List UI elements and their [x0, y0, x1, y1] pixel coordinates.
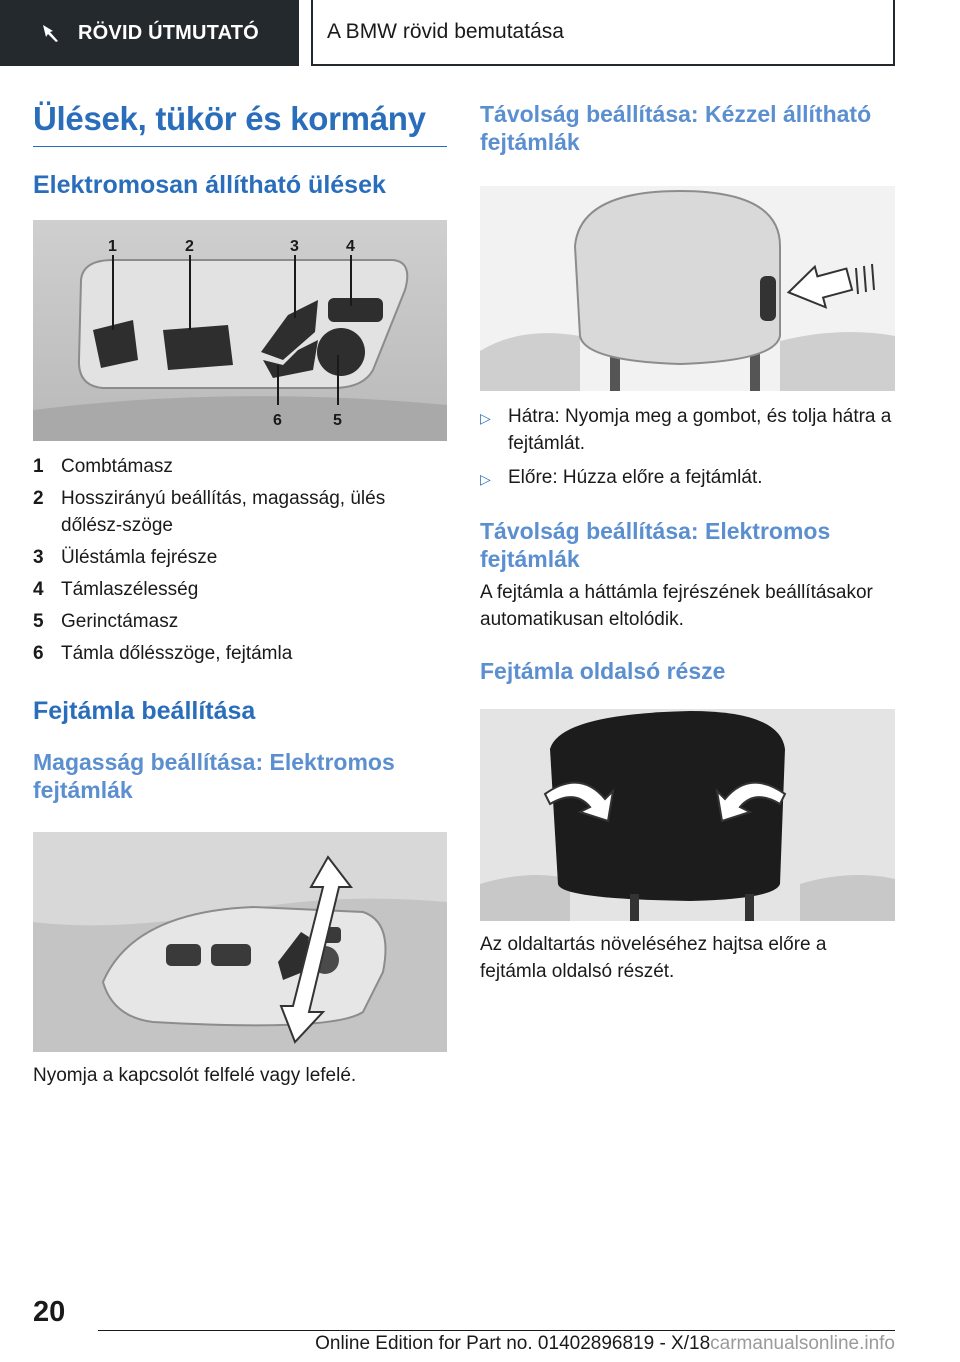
callout-5: 5	[333, 412, 342, 429]
right-column	[480, 100, 895, 985]
manual-headrest-steps	[480, 403, 895, 493]
headrest-switch-figure	[33, 832, 447, 1052]
list-item: ▷ Hátra: Nyomja meg a gombot, és tolja hátra a fejtámlát.	[480, 403, 895, 457]
manual-headrest-illustration	[480, 186, 895, 391]
page-number: 20	[33, 1296, 66, 1328]
triangle-bullet-icon: ▷	[480, 471, 491, 487]
list-item: 5 Gerinctámasz	[33, 611, 179, 632]
subheading-distance-manual: Távolság beállítása: Kézzel állítható fejtámlák	[480, 101, 872, 155]
list-item: 6 Támla dőlésszöge, fejtámla	[33, 643, 293, 664]
chapter-title: A BMW rövid bemutatása	[311, 0, 895, 66]
pin-icon	[40, 22, 62, 44]
headrest-switch-caption: Nyomja a kapcsolót felfelé vagy lefelé.	[33, 1065, 357, 1086]
section-heading-electric-seats: Elektromosan állítható ülések	[33, 171, 386, 199]
section-tab[interactable]	[0, 0, 299, 66]
section-heading-headrest: Fejtámla beállítása	[33, 697, 256, 725]
list-item: 1 Combtámasz	[33, 456, 173, 477]
callout-6: 6	[273, 412, 282, 429]
seat-controls-figure	[33, 220, 447, 441]
list-item: 2 Hosszirányú beállítás, magasság, ülés dőlész‐szöge	[33, 488, 386, 536]
page-title: Ülések, tükör és kormány	[33, 100, 447, 147]
seat-controls-illustration	[33, 220, 447, 441]
callout-4: 4	[346, 238, 355, 255]
subheading-height-adjust: Magasság beállítása: Elektromos fejtámlák	[33, 749, 395, 803]
list-item: 4 Támlaszélesség	[33, 579, 199, 600]
manual-headrest-figure	[480, 186, 895, 391]
section-tab-label: RÖVID ÚTMUTATÓ	[78, 21, 259, 44]
callout-3: 3	[290, 238, 299, 255]
left-column	[33, 100, 447, 1089]
footer-divider	[98, 1330, 895, 1331]
side-wings-text: Az oldaltartás növeléséhez hajtsa előre a fejtámla oldalsó részét.	[480, 934, 827, 982]
footer-edition	[300, 1333, 895, 1355]
list-item: ▷ Előre: Húzza előre a fejtámlát.	[480, 464, 895, 493]
headrest-wings-illustration	[480, 709, 895, 921]
page-header	[0, 0, 960, 66]
edition-text: Online Edition for Part no. 01402896819 - X/18	[315, 1333, 711, 1354]
list-item: 3 Üléstámla fejrésze	[33, 547, 218, 568]
headrest-wings-figure	[480, 709, 895, 921]
subheading-side-wings: Fejtámla oldalsó része	[480, 658, 726, 684]
callout-2: 2	[185, 238, 194, 255]
callout-1: 1	[108, 238, 117, 255]
headrest-switch-illustration	[33, 832, 447, 1052]
triangle-bullet-icon: ▷	[480, 410, 491, 426]
electric-headrest-text: A fejtámla a háttámla fejrészének beállításakor automatikusan eltolódik.	[480, 582, 873, 630]
watermark: carmanualsonline.info	[710, 1333, 895, 1354]
subheading-distance-electric: Távolság beállítása: Elektromos fejtámlák	[480, 518, 831, 572]
seat-controls-legend	[33, 453, 447, 667]
